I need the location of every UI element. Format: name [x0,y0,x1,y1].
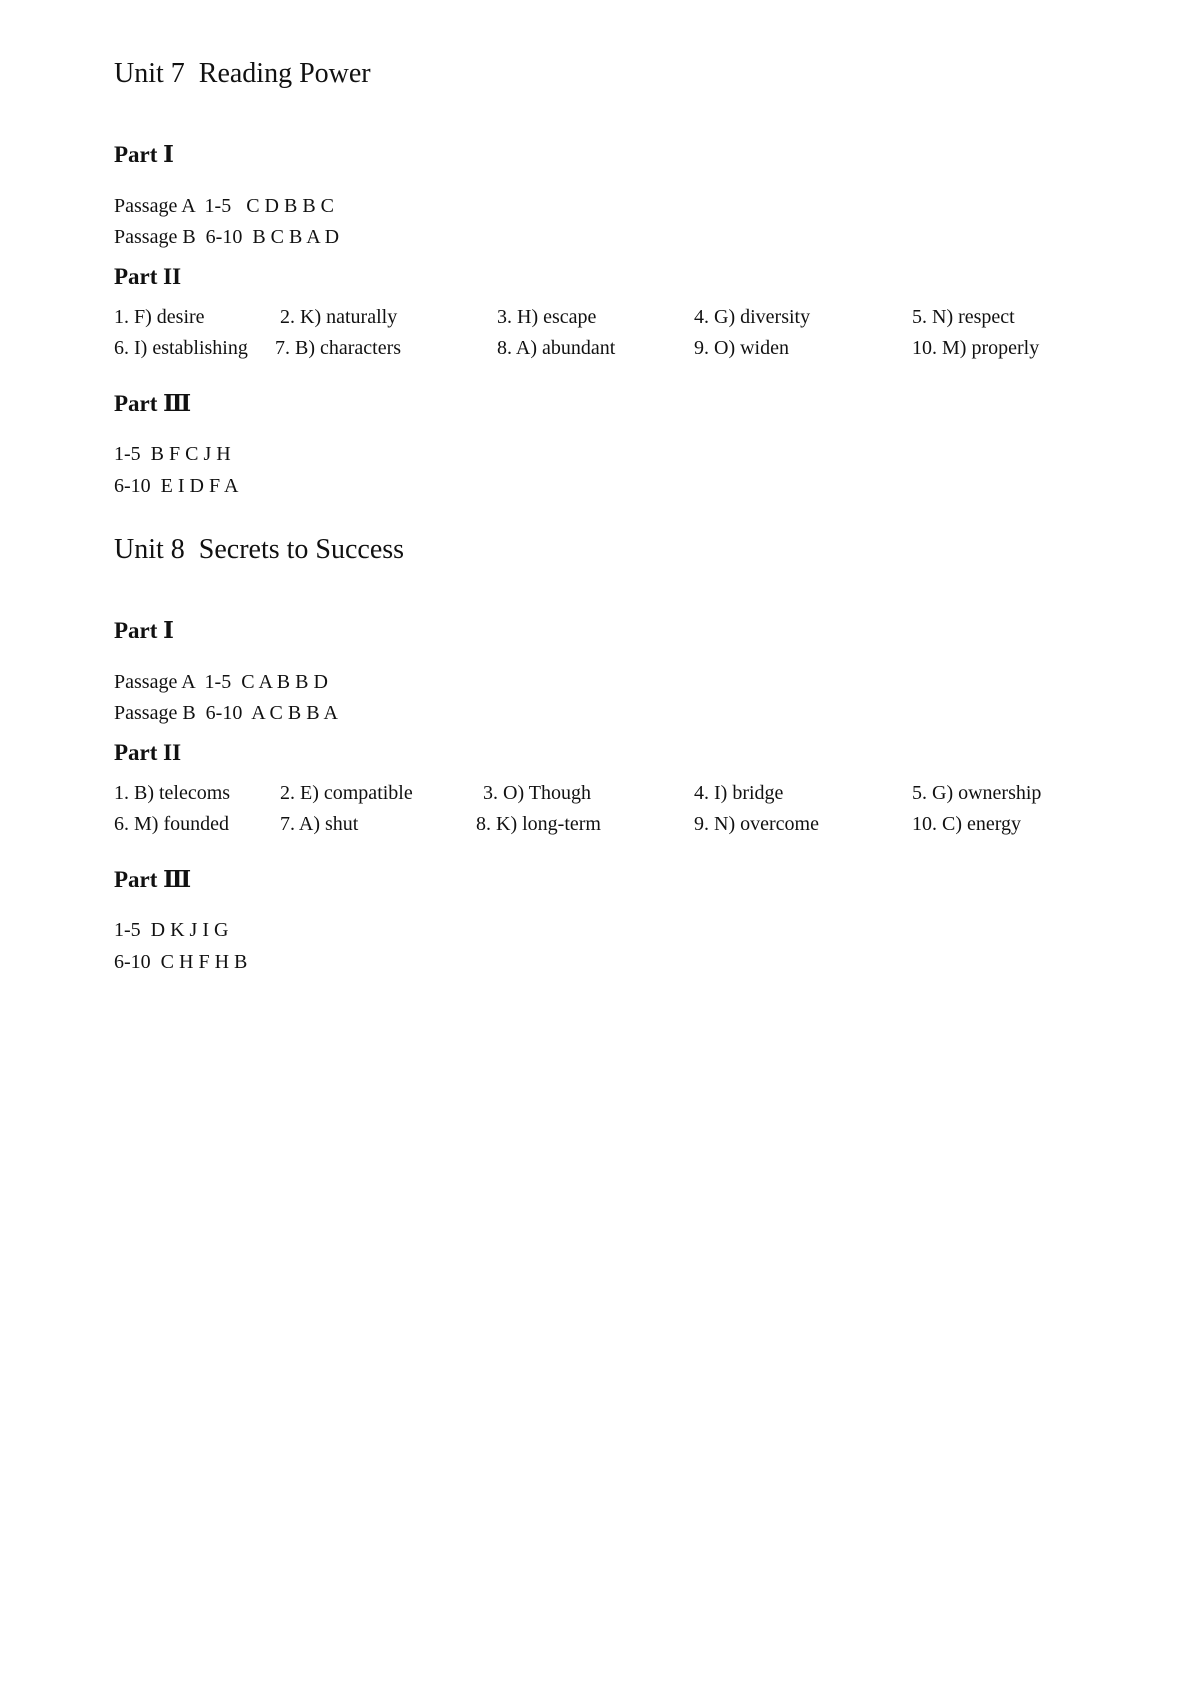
answer-cell: 2. E) compatible [280,782,413,804]
answer-row [0,337,1191,365]
answer-cell: 10. M) properly [912,337,1040,359]
answer-row [0,813,1191,841]
answer-cell: 9. O) widen [694,337,789,359]
part-2-heading: Part II [114,740,182,765]
answer-line: 6-10 E I D F A [114,475,239,497]
answer-cell: 4. I) bridge [694,782,784,804]
answer-cell: 6. I) establishing [114,337,248,359]
answer-line: 1-5 D K J I G [114,919,229,941]
answer-line: 1-5 B F C J H [114,443,231,465]
answer-cell: 6. M) founded [114,813,229,835]
answer-cell: 3. O) Though [483,782,591,804]
part-3-heading: Part Ⅲ [114,867,192,892]
answer-cell: 8. K) long-term [476,813,601,835]
answer-line: Passage A 1-5 C A B B D [114,671,328,693]
answer-cell: 10. C) energy [912,813,1022,835]
answer-line: Passage B 6-10 B C B A D [114,226,340,248]
unit-title: Unit 8 Secrets to Success [114,534,405,565]
answer-cell: 9. N) overcome [694,813,819,835]
answer-row [0,306,1191,334]
unit-title: Unit 7 Reading Power [114,58,371,89]
answer-cell: 3. H) escape [497,306,597,328]
answer-line: 6-10 C H F H B [114,951,248,973]
answer-line: Passage A 1-5 C D B B C [114,195,335,217]
answer-cell: 7. B) characters [275,337,402,359]
answer-cell: 2. K) naturally [280,306,398,328]
part-1-heading: Part Ⅰ [114,618,174,643]
answer-cell: 1. B) telecoms [114,782,231,804]
part-2-heading: Part II [114,264,182,289]
answer-cell: 8. A) abundant [497,337,616,359]
part-1-heading: Part Ⅰ [114,142,174,167]
answer-cell: 5. G) ownership [912,782,1042,804]
answer-cell: 1. F) desire [114,306,205,328]
part-3-heading: Part Ⅲ [114,391,192,416]
answer-row [0,782,1191,810]
answer-cell: 4. G) diversity [694,306,811,328]
answer-line: Passage B 6-10 A C B B A [114,702,338,724]
answer-cell: 7. A) shut [280,813,359,835]
answer-cell: 5. N) respect [912,306,1015,328]
